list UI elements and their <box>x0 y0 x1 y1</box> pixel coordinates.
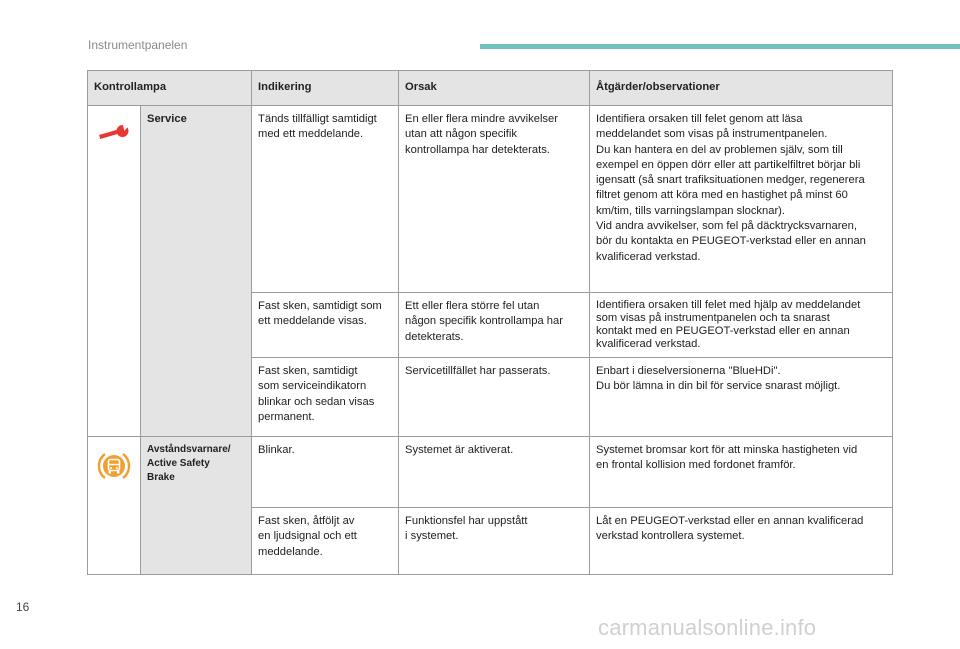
service-indikering-1: Tänds tillfälligt samtidigt med ett meddelande. <box>252 106 399 293</box>
service-orsak-2: Ett eller flera större fel utan någon specifik kontrollampa har detekterats. <box>399 293 590 358</box>
service-icon-cell <box>88 106 141 437</box>
asb-indikering-2: Fast sken, åtföljt av en ljudsignal och ett meddelande. <box>252 508 399 575</box>
asb-orsak-1: Systemet är aktiverat. <box>399 437 590 508</box>
service-atgarder-1: Identifiera orsaken till felet genom att läsa meddelandet som visas på instrumentpanelen. Du kan hantera en del av problemen själv, som till exempel en öppen dörr eller att partikelfiltret börjar bli igensatt (så snart trafiksituationen medger, regenerera filtret genom att köra med en hastighet på minst 60 km/tim, tills varningslampan slocknar). Vid andra avvikelser, som fel på däcktrycksvarnaren, bör du kontakta en PEUGEOT-verkstad eller en annan kvalificerad verkstad. <box>590 106 893 293</box>
header-orsak: Orsak <box>399 71 590 106</box>
header-kontrollampa: Kontrollampa <box>88 71 252 106</box>
service-atgarder-3: Enbart i dieselversionerna "BlueHDi". Du bör lämna in din bil för service snarast möjligt. <box>590 358 893 437</box>
table-row <box>88 437 893 508</box>
wrench-icon <box>97 122 131 142</box>
asb-name-cell: Avståndsvarnare/ Active Safety Brake <box>141 437 252 575</box>
asb-orsak-2: Funktionsfel har uppstått i systemet. <box>399 508 590 575</box>
service-atgarder-2: Identifiera orsaken till felet med hjälp av meddelandet som visas på instrumentpanelen och ta snarast kontakt med en PEUGEOT-verkstad eller en annan kvalificerad verkstad. <box>590 293 893 358</box>
active-safety-brake-icon <box>97 449 131 483</box>
service-name-cell: Service <box>141 106 252 437</box>
warning-lamp-table <box>87 70 893 575</box>
service-indikering-2: Fast sken, samtidigt som ett meddelande visas. <box>252 293 399 358</box>
service-orsak-1: En eller flera mindre avvikelser utan att någon specifik kontrollampa har detekterats. <box>399 106 590 293</box>
section-title: Instrumentpanelen <box>88 38 188 52</box>
asb-atgarder-2: Låt en PEUGEOT-verkstad eller en annan kvalificerad verkstad kontrollera systemet. <box>590 508 893 575</box>
header-indikering: Indikering <box>252 71 399 106</box>
header-atgarder: Åtgärder/observationer <box>590 71 893 106</box>
table-header-row <box>88 71 893 106</box>
asb-atgarder-1: Systemet bromsar kort för att minska hastigheten vid en frontal kollision med fordonet framför. <box>590 437 893 508</box>
service-indikering-3: Fast sken, samtidigt som serviceindikatorn blinkar och sedan visas permanent. <box>252 358 399 437</box>
service-orsak-3: Servicetillfället har passerats. <box>399 358 590 437</box>
header-accent-bar <box>480 44 960 49</box>
asb-indikering-1: Blinkar. <box>252 437 399 508</box>
table-row <box>88 106 893 293</box>
watermark: carmanualsonline.info <box>598 615 817 640</box>
page-number: 16 <box>16 600 30 614</box>
asb-icon-cell <box>88 437 141 575</box>
